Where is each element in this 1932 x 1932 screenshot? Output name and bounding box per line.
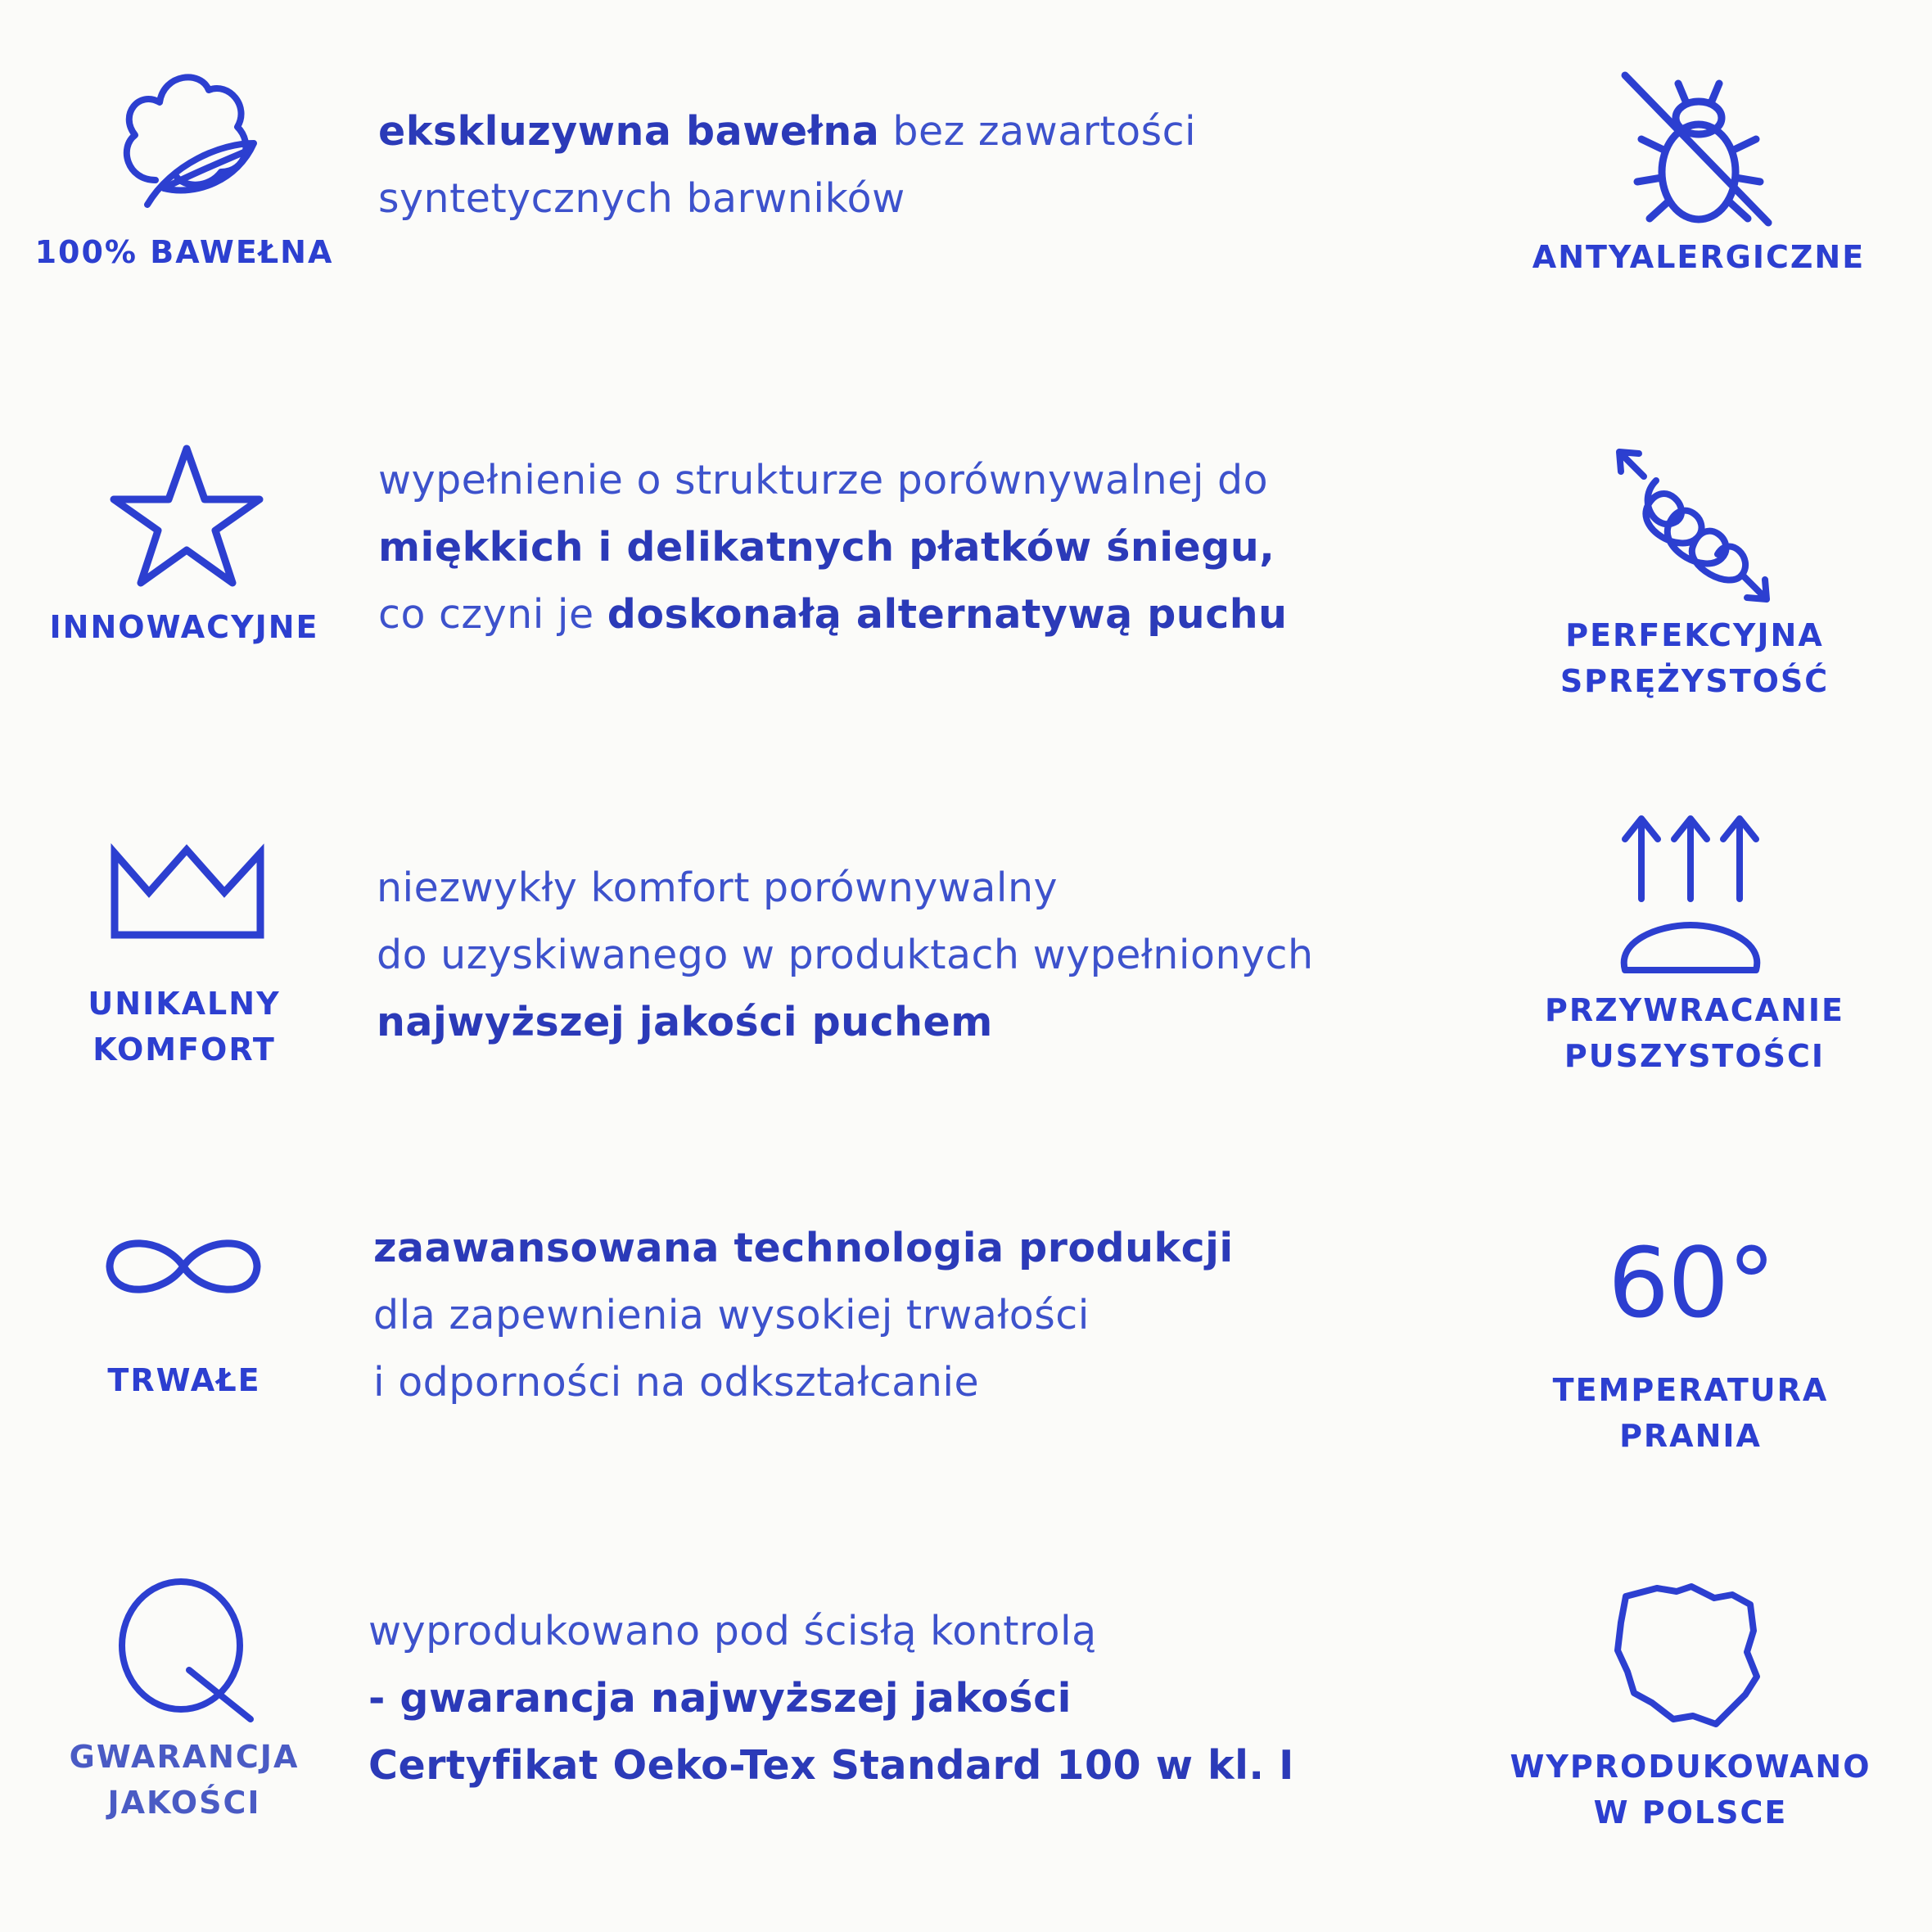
description-durability: zaawansowana technologia produkcji dla zapewnienia wysokiej trwałości i odporności na odkształcanie	[373, 1225, 1234, 1406]
spring-icon	[1611, 444, 1775, 607]
label-wyprodukowano-w-polsce: WYPRODUKOWANO W POLSCE	[1510, 1749, 1871, 1830]
quality-q-icon	[111, 1572, 259, 1724]
description-comfort: niezwykły komfort porównywalny do uzyskiwanego w produktach wypełnionych najwyższej jakości puchem	[377, 864, 1314, 1045]
label-unikalny-komfort: UNIKALNY KOMFORT	[88, 986, 281, 1068]
label-gwarancja-jakosci: GWARANCJA JAKOŚCI	[69, 1739, 300, 1821]
description-quality: wyprodukowano pod ścisłą kontrolą - gwarancja najwyższej jakości Certyfikat Oeko-Tex Standard 100 w kl. I	[368, 1608, 1294, 1789]
fluff-arrows-icon	[1609, 810, 1772, 974]
description-filling: wypełnienie o strukturze porównywalnej do miękkich i delikatnych płatków śniegu, co czyni je doskonałą alternatywą puchu	[378, 457, 1288, 638]
no-mite-icon	[1617, 67, 1772, 231]
poland-map-icon	[1609, 1580, 1765, 1731]
temperature-icon: 60°	[1608, 1226, 1775, 1339]
crown-icon	[108, 843, 267, 943]
star-icon	[108, 442, 265, 589]
description-cotton: ekskluzywna bawełna bez zawartości syntetycznych barwników	[378, 108, 1197, 222]
label-100-bawelna: 100% BAWEŁNA	[34, 234, 334, 270]
label-trwale: TRWAŁE	[107, 1362, 261, 1398]
label-innowacyjne: INNOWACYJNE	[49, 609, 319, 645]
infinity-icon	[103, 1230, 264, 1303]
cotton-icon	[115, 65, 262, 221]
label-przywracanie-puszystosci: PRZYWRACANIE PUSZYSTOŚCI	[1545, 992, 1844, 1074]
label-temperatura-prania: TEMPERATURA PRANIA	[1552, 1372, 1829, 1454]
label-antyalergiczne: ANTYALERGICZNE	[1532, 239, 1866, 275]
label-perfekcyjna-sprezystosc: PERFEKCYJNA SPRĘŻYSTOŚĆ	[1560, 617, 1830, 699]
